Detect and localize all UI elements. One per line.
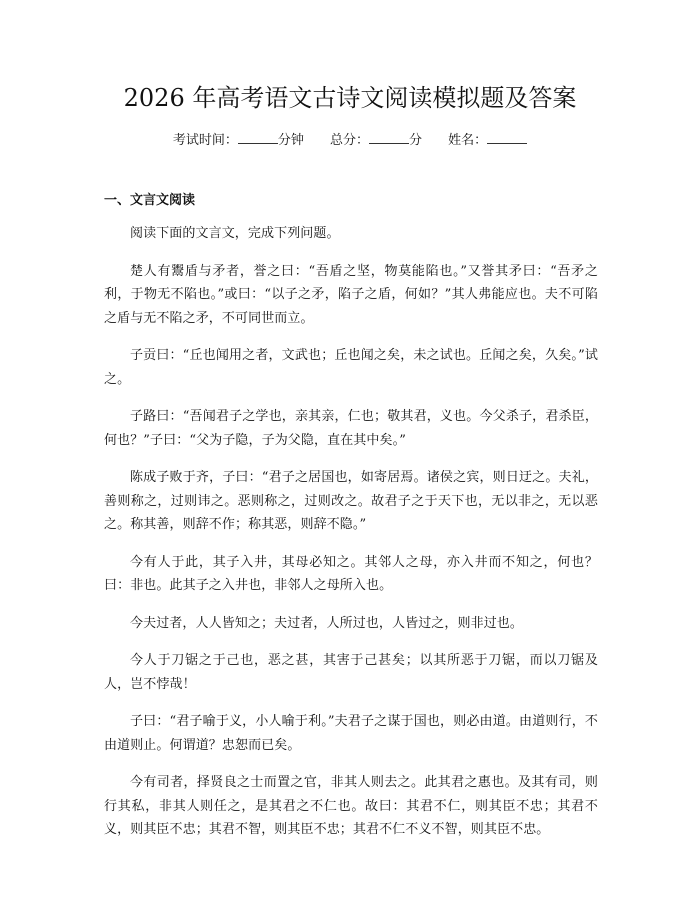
passage-paragraph: 子路曰：“吾闻君子之学也，亲其亲，仁也；敬其君，义也。今父杀子，君杀臣，何也？”子曰：“父为子隐，子为父隐，直在其中矣。” bbox=[104, 409, 598, 448]
total-score-field bbox=[330, 130, 422, 151]
exam-info-line bbox=[0, 130, 700, 151]
passage-paragraph: 今人于刀锯之于己也，恶之甚，其害于己甚矣；以其所恶于刀锯，而以刀锯及人，岂不悖哉！ bbox=[104, 653, 598, 692]
student-name-blank bbox=[487, 130, 527, 144]
passage-body bbox=[104, 222, 598, 856]
instruction-paragraph: 阅读下面的文言文，完成下列问题。 bbox=[130, 226, 340, 241]
passage-paragraph: 今有司者，择贤良之士而置之官，非其人则去之。此其君之惠也。及其有司，则行其私，非其人则任之，是其君之不仁也。故曰：其君不仁，则其臣不忠；其君不义，则其臣不忠；其君不智，则其臣不忠；其君不仁不义不智，则其臣不忠。 bbox=[104, 775, 598, 837]
passage-paragraph: 今有人于此，其子入井，其母必知之。其邻人之母，亦入井而不知之，何也？曰：非也。此其子之入井也，非邻人之母所入也。 bbox=[104, 554, 598, 593]
exam-time-field bbox=[173, 130, 304, 151]
exam-time-label: 考试时间： bbox=[172, 133, 238, 148]
passage-paragraph: 子曰：“君子喻于义，小人喻于利。”夫君子之谋于国也，则必由道。由道则行，不由道则止。何谓道？忠恕而已矣。 bbox=[104, 714, 598, 753]
section-heading: 一、文言文阅读 bbox=[104, 193, 196, 208]
page-title: 2026 年高考语文古诗文阅读模拟题及答案 bbox=[123, 84, 577, 112]
passage-paragraph: 陈成子败于齐，子曰：“君子之居国也，如寄居焉。诸侯之宾，则日迂之。夫礼，善则称之，过则讳之。恶则称之，过则改之。故君子之于天下也，无以非之，无以恶之。称其善，则辞不作；称其恶，则辞不隐。” bbox=[104, 470, 598, 532]
exam-time-blank bbox=[238, 130, 278, 144]
total-score-unit: 分 bbox=[409, 133, 423, 148]
passage-paragraph: 楚人有鬻盾与矛者，誉之曰：“吾盾之坚，物莫能陷也。”又誉其矛曰：“吾矛之利，于物无不陷也。”或曰：“以子之矛，陷子之盾，何如？”其人弗能应也。夫不可陷之盾与无不陷之矛，不可同世而立。 bbox=[104, 263, 598, 326]
passage-paragraph: 今夫过者，人人皆知之；夫过者，人所过也，人皆过之，则非过也。 bbox=[130, 615, 524, 631]
exam-time-unit: 分钟 bbox=[277, 133, 304, 148]
passage-paragraph: 子贡曰：“丘也闻用之者，文武也；丘也闻之矣，未之试也。丘闻之矣，久矣。”试之。 bbox=[104, 348, 598, 387]
total-score-blank bbox=[369, 130, 409, 144]
total-score-label: 总分： bbox=[329, 133, 369, 148]
student-name-label: 姓名： bbox=[448, 133, 488, 148]
student-name-field bbox=[448, 130, 527, 151]
